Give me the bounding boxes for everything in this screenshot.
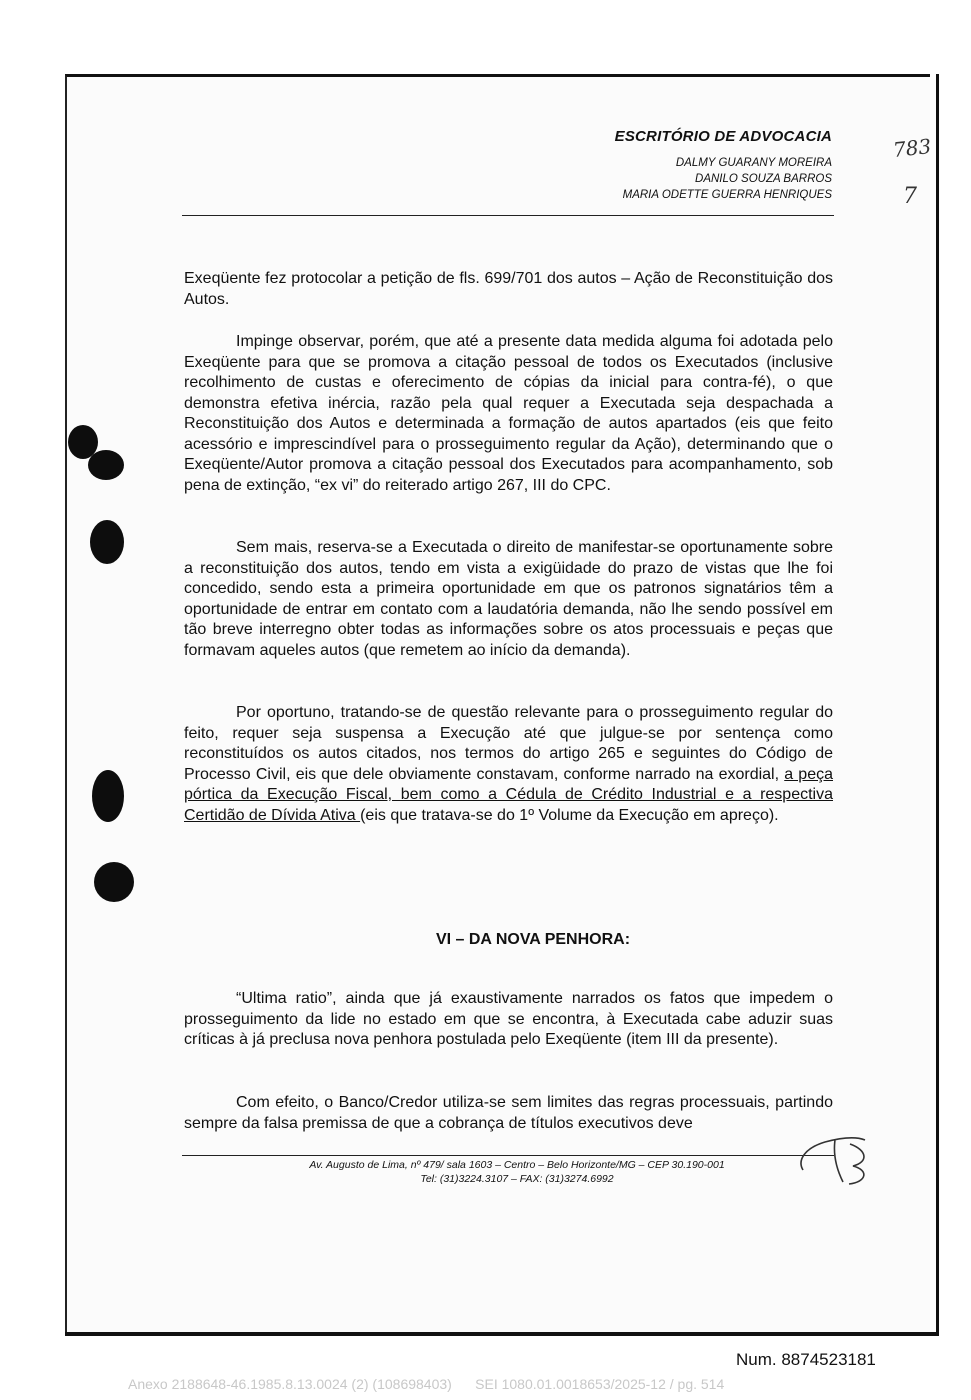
- punch-hole: [90, 520, 124, 564]
- signature-initials: [795, 1130, 875, 1190]
- lawyer-name: MARIA ODETTE GUERRA HENRIQUES: [622, 189, 832, 201]
- paragraph: Impinge observar, porém, que até a presente data medida alguma foi adotada pelo Exeqüente para que se promova a citação pessoal de todos os Executados (inclusive recolhimento de custas e oferecimento de cópias da inicial para contra-fé), o que demonstra efetiva inércia, razão pela qual requer a Executada seja despachada a Reconstituição dos Autos e determinada a formação de autos apartados (eis que feito acessório e imprescindível para o prosseguimento regular da Ação), determinando que o Exeqüente/Autor promova a citação pessoal dos Executados para acompanhamento, sob pena de extinção, “ex vi” do reiterado artigo 267, III do CPC.: [184, 333, 833, 494]
- scan-edge-bottom: [65, 1332, 939, 1336]
- paragraph: [184, 703, 833, 826]
- footer-phone: Tel: (31)3224.3107 – FAX: (31)3274.6992: [420, 1173, 614, 1185]
- footer-address: Av. Augusto de Lima, nº 479/ sala 1603 – Centro – Belo Horizonte/MG – CEP 30.190-001: [309, 1159, 725, 1171]
- underlined-text: a peça pórtica da Execução Fiscal, bem como a Cédula de Crédito Industrial e a respectiva Certidão de Dívida Ativa: [184, 765, 833, 824]
- paragraph-text: (eis que tratava-se do 1º Volume da Execução em apreço).: [360, 806, 779, 824]
- document-stamp: Anexo 2188648-46.1985.8.13.0024 (2) (108698403) SEI 1080.01.0018653/2025-12 / pg. 514: [128, 1376, 725, 1392]
- letterhead-footer: [262, 1158, 772, 1186]
- section-heading: VI – DA NOVA PENHORA:: [435, 931, 631, 948]
- firm-name: ESCRITÓRIO DE ADVOCACIA: [614, 128, 832, 145]
- paragraph: Exeqüente fez protocolar a petição de fls. 699/701 dos autos – Ação de Reconstituição dos Autos.: [184, 270, 833, 308]
- paragraph: Com efeito, o Banco/Credor utiliza-se sem limites das regras processuais, partindo sempre da falsa premissa de que a cobrança de títulos executivos deve: [184, 1094, 833, 1132]
- body-text: [184, 538, 833, 661]
- body-text: [184, 989, 833, 1051]
- document-number: Num. 8874523181: [736, 1350, 876, 1369]
- punch-hole: [92, 770, 124, 822]
- lawyer-name: DANILO SOUZA BARROS: [695, 173, 832, 185]
- handwritten-mark: 7: [903, 184, 917, 209]
- paragraph: Sem mais, reserva-se a Executada o direito de manifestar-se oportunamente sobre a reconstituição dos autos, tendo em vista a exigüidade do prazo de vistas que lhe foi concedido, sendo esta a primeira oportunidade em que os patronos signatários têm a oportunidade de entrar em contato com a laudatória demanda, não lhe sendo possível em tão breve interregno obter todas as informações sobre os atos processuais e peças que formavam aqueles autos (que remetem ao início da demanda).: [184, 539, 833, 659]
- letterhead: [615, 128, 832, 203]
- lawyer-name: DALMY GUARANY MOREIRA: [675, 157, 832, 169]
- handwritten-page-number: 783: [891, 134, 933, 162]
- footer-divider: [182, 1155, 834, 1156]
- body-text: [184, 332, 833, 496]
- paragraph-text: Por oportuno, tratando-se de questão relevante para o prosseguimento regular do feito, requer seja suspensa a Execução até que julgue-se por sentença como reconstituídos os autos citados, nos termos do artigo 265 e seguintes do Código de Processo Civil, eis que dele obviamente constavam, conforme narrado na exordial,: [184, 704, 833, 783]
- punch-hole: [88, 450, 124, 480]
- scan-edge-right: [930, 74, 939, 1336]
- punch-hole: [94, 862, 134, 902]
- body-text: [184, 1093, 833, 1134]
- body-text: [184, 269, 833, 310]
- body-text: [184, 703, 833, 826]
- paragraph: “Ultima ratio”, ainda que já exaustivamente narrados os fatos que impedem o prosseguimento da lide no estado em que se encontra, à Executada cabe aduzir suas críticas à já preclusa nova penhora postulada pelo Exeqüente (item III da presente).: [184, 990, 833, 1048]
- header-divider: [182, 215, 834, 216]
